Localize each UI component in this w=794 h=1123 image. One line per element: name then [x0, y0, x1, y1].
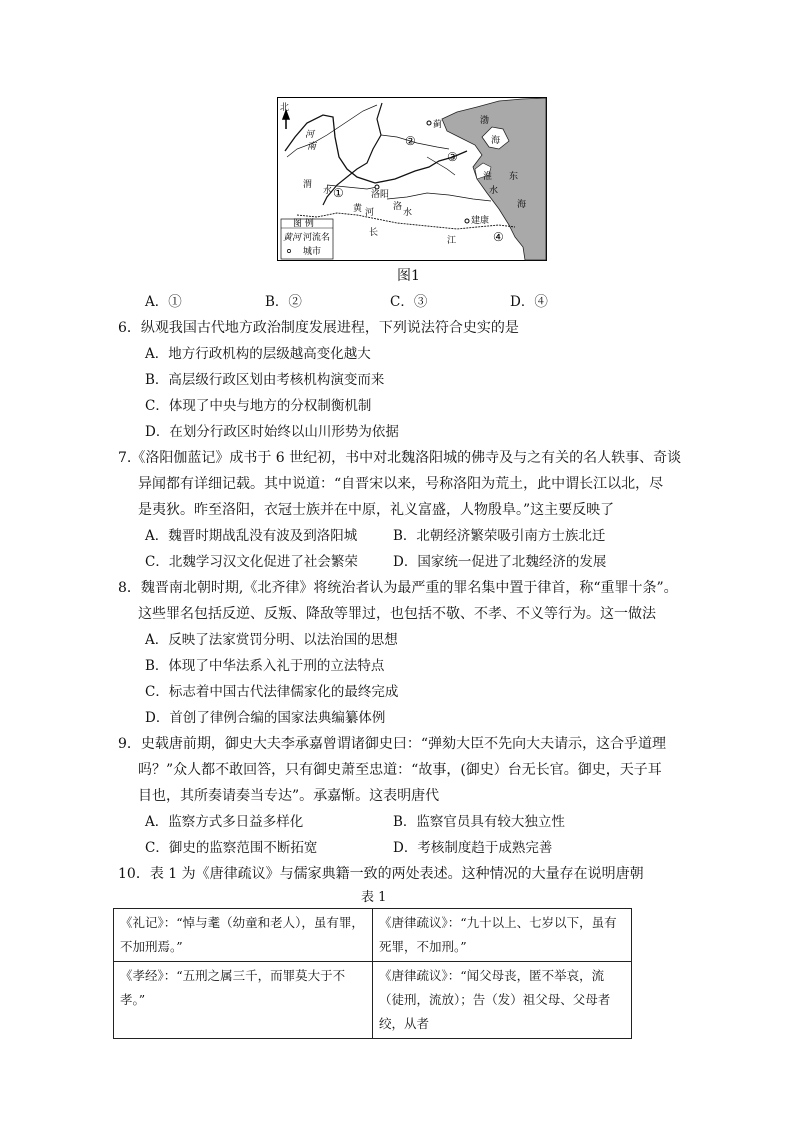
river-label: 水	[403, 208, 413, 218]
river-label: 黄	[353, 204, 363, 214]
q8-option-b[interactable]: B．体现了中华法系入礼于刑的立法特点	[145, 658, 385, 674]
q6-option-d[interactable]: D．在划分行政区时始终以山川形势为依据	[145, 424, 399, 440]
river-label: 长	[369, 228, 379, 238]
river-label: 南	[307, 142, 317, 152]
legend-title: 图 例	[293, 219, 314, 229]
q5-option-a[interactable]: A．①	[145, 294, 182, 310]
q7-option-b[interactable]: B．北朝经济繁荣吸引南方士族北迁	[393, 528, 606, 544]
table-cell: 《礼记》：“悼与耄（幼童和老人），虽有罪，不加刑焉。”	[114, 909, 373, 962]
city-jiankang	[465, 219, 469, 223]
city-label-jiankang: 建康	[471, 216, 490, 226]
legend-river-label: 河流名	[303, 233, 331, 243]
river-label: 水	[489, 186, 499, 196]
table-title: 表 1	[361, 890, 387, 905]
sea-label: 海	[491, 136, 501, 146]
river-label: 江	[447, 236, 457, 246]
city-ji	[427, 121, 431, 125]
city-luoyang	[375, 185, 379, 189]
q8-stem-line: 这些罪名包括反逆、反叛、降敌等罪过，也包括不敬、不孝、不义等行为。这一做法	[138, 606, 656, 622]
figure-caption: 图1	[397, 268, 420, 284]
q6-option-c[interactable]: C．体现了中央与地方的分权制衡机制	[145, 398, 372, 414]
river-label: 渭	[303, 180, 313, 190]
q7-option-a[interactable]: A．魏晋时期战乱没有波及到洛阳城	[145, 528, 358, 544]
river-label: 水	[323, 186, 333, 196]
q9-stem-line: 9．史载唐前期，御史大夫李承嘉曾谓诸御史曰：“弹劾大臣不先向大夫请示，这合乎道理	[118, 736, 667, 752]
q6-option-a[interactable]: A．地方行政机构的层级越高变化越大	[145, 346, 371, 362]
q7-stem-line: 是夷狄。昨至洛阳，衣冠士族并在中原，礼义富盛，人物殷阜。”这主要反映了	[138, 502, 615, 518]
q5-option-b[interactable]: B．②	[265, 294, 302, 310]
marker-2: ②	[405, 134, 416, 148]
sea-label: 东	[509, 172, 519, 182]
map-figure	[277, 97, 547, 261]
marker-1: ①	[333, 186, 344, 200]
sea-label: 渤	[480, 116, 490, 126]
marker-4: ④	[493, 230, 504, 244]
sea-label: 海	[517, 200, 527, 210]
city-label-ji: 蓟	[433, 120, 443, 130]
q7-option-d[interactable]: D．国家统一促进了北魏经济的发展	[393, 554, 607, 570]
table-row	[114, 909, 632, 962]
q5-option-d[interactable]: D．④	[510, 294, 548, 310]
q6-stem: 6．纵观我国古代地方政治制度发展进程，下列说法符合史实的是	[118, 320, 519, 336]
q6-option-b[interactable]: B．高层级行政区划由考核机构演变而来	[145, 372, 385, 388]
q9-stem-line: 目也，其所奏请奏当专达”。承嘉惭。这表明唐代	[138, 788, 440, 804]
q7-option-c[interactable]: C．北魏学习汉文化促进了社会繁荣	[145, 554, 358, 570]
river-label: 淮	[483, 172, 493, 182]
river-label: 河	[305, 130, 315, 140]
q8-option-c[interactable]: C．标志着中国古代法律儒家化的最终完成	[145, 684, 399, 700]
q7-stem-line: 7.《洛阳伽蓝记》成书于 6 世纪初，书中对北魏洛阳城的佛寺及与之有关的名人轶事、奇谈	[118, 450, 682, 466]
north-label: 北	[280, 103, 290, 113]
q9-option-d[interactable]: D．考核制度趋于成熟完善	[393, 840, 553, 856]
table-1	[113, 908, 632, 1039]
river-label: 洛	[393, 202, 403, 212]
table-cell: 《唐律疏议》：“九十以上、七岁以下，虽有死罪，不加刑。”	[373, 909, 632, 962]
q9-option-a[interactable]: A．监察方式多日益多样化	[145, 814, 304, 830]
q5-option-c[interactable]: C．③	[390, 294, 428, 310]
legend-city-label: 城市	[303, 247, 322, 257]
q8-option-d[interactable]: D．首创了律例合编的国家法典编纂体例	[145, 710, 386, 726]
q10-stem: 10．表 1 为《唐律疏议》与儒家典籍一致的两处表述。这种情况的大量存在说明唐朝	[118, 866, 644, 882]
table-cell: 《孝经》：“五刑之属三千，而罪莫大于不孝。”	[114, 962, 373, 1039]
table-row	[114, 962, 632, 1039]
legend-river-sample: 黄河	[283, 233, 302, 243]
q9-option-b[interactable]: B．监察官员具有较大独立性	[393, 814, 565, 830]
table-cell: 《唐律疏议》：“闻父母丧，匿不举哀，流（徒刑，流放）；告（发）祖父母、父母者绞，从者	[373, 962, 632, 1039]
q9-stem-line: 吗？”众人都不敢回答，只有御史萧至忠道：“故事，(御史）台无长官。御史，天子耳	[138, 762, 662, 778]
city-label-luoyang: 洛阳	[371, 190, 390, 200]
q7-stem-line: 异闻都有详细记载。其中说道：“自晋宋以来，号称洛阳为荒土，此中谓长江以北，尽	[138, 476, 664, 492]
q8-option-a[interactable]: A．反映了法家赏罚分明、以法治国的思想	[145, 632, 398, 648]
river-label: 河	[365, 208, 375, 218]
q8-stem-line: 8．魏晋南北朝时期,《北齐律》将统治者认为最严重的罪名集中置于律首，称“重罪十条”。	[118, 580, 678, 596]
q9-option-c[interactable]: C．御史的监察范围不断拓宽	[145, 840, 318, 856]
marker-3: ③	[447, 150, 458, 164]
